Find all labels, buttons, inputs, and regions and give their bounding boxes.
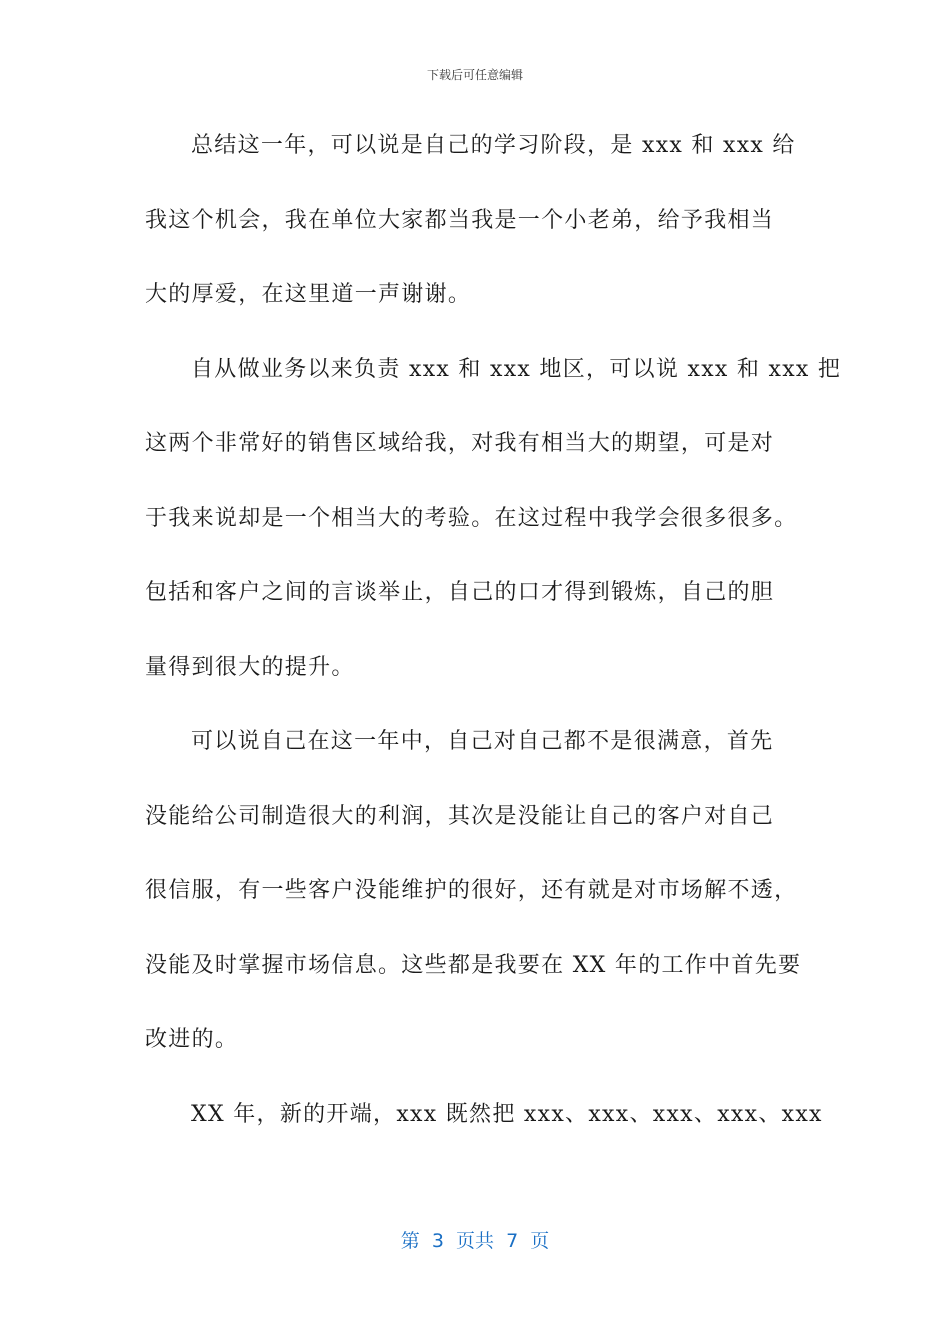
paragraph-line: 量得到很大的提升。 — [145, 654, 355, 680]
paragraph-line: 自从做业务以来负责 xxx 和 xxx 地区，可以说 xxx 和 xxx 把 — [191, 356, 842, 382]
paragraph-line: 于我来说却是一个相当大的考验。在这过程中我学会很多很多。 — [145, 505, 798, 531]
page-number-footer: 第 3 页共 7 页 — [400, 1230, 550, 1252]
paragraph-line: XX 年，新的开端，xxx 既然把 xxx、xxx、xxx、xxx、xxx — [191, 1101, 823, 1127]
paragraph-line: 很信服，有一些客户没能维护的很好，还有就是对市场解不透， — [145, 878, 798, 903]
paragraph-line: 大的厚爱，在这里道一声谢谢。 — [145, 282, 472, 307]
paragraph-line: 包括和客户之间的言谈举止，自己的口才得到锻炼，自己的胆 — [145, 580, 775, 605]
paragraph-line: 我这个机会，我在单位大家都当我是一个小老弟，给予我相当 — [145, 207, 775, 233]
paragraph-line: 改进的。 — [145, 1027, 239, 1052]
paragraph-line: 这两个非常好的销售区域给我，对我有相当大的期望，可是对 — [145, 431, 775, 456]
page-header: 下载后可任意编辑 — [426, 68, 523, 82]
document-body — [145, 123, 842, 1166]
paragraph-line: 没能及时掌握市场信息。这些都是我要在 XX 年的工作中首先要 — [145, 952, 802, 978]
paragraph-line: 可以说自己在这一年中，自己对自己都不是很满意，首先 — [191, 729, 774, 754]
paragraph-line: 没能给公司制造很大的利润，其次是没能让自己的客户对自己 — [145, 803, 775, 829]
paragraph-line: 总结这一年，可以说是自己的学习阶段，是 xxx 和 xxx 给 — [191, 133, 796, 158]
